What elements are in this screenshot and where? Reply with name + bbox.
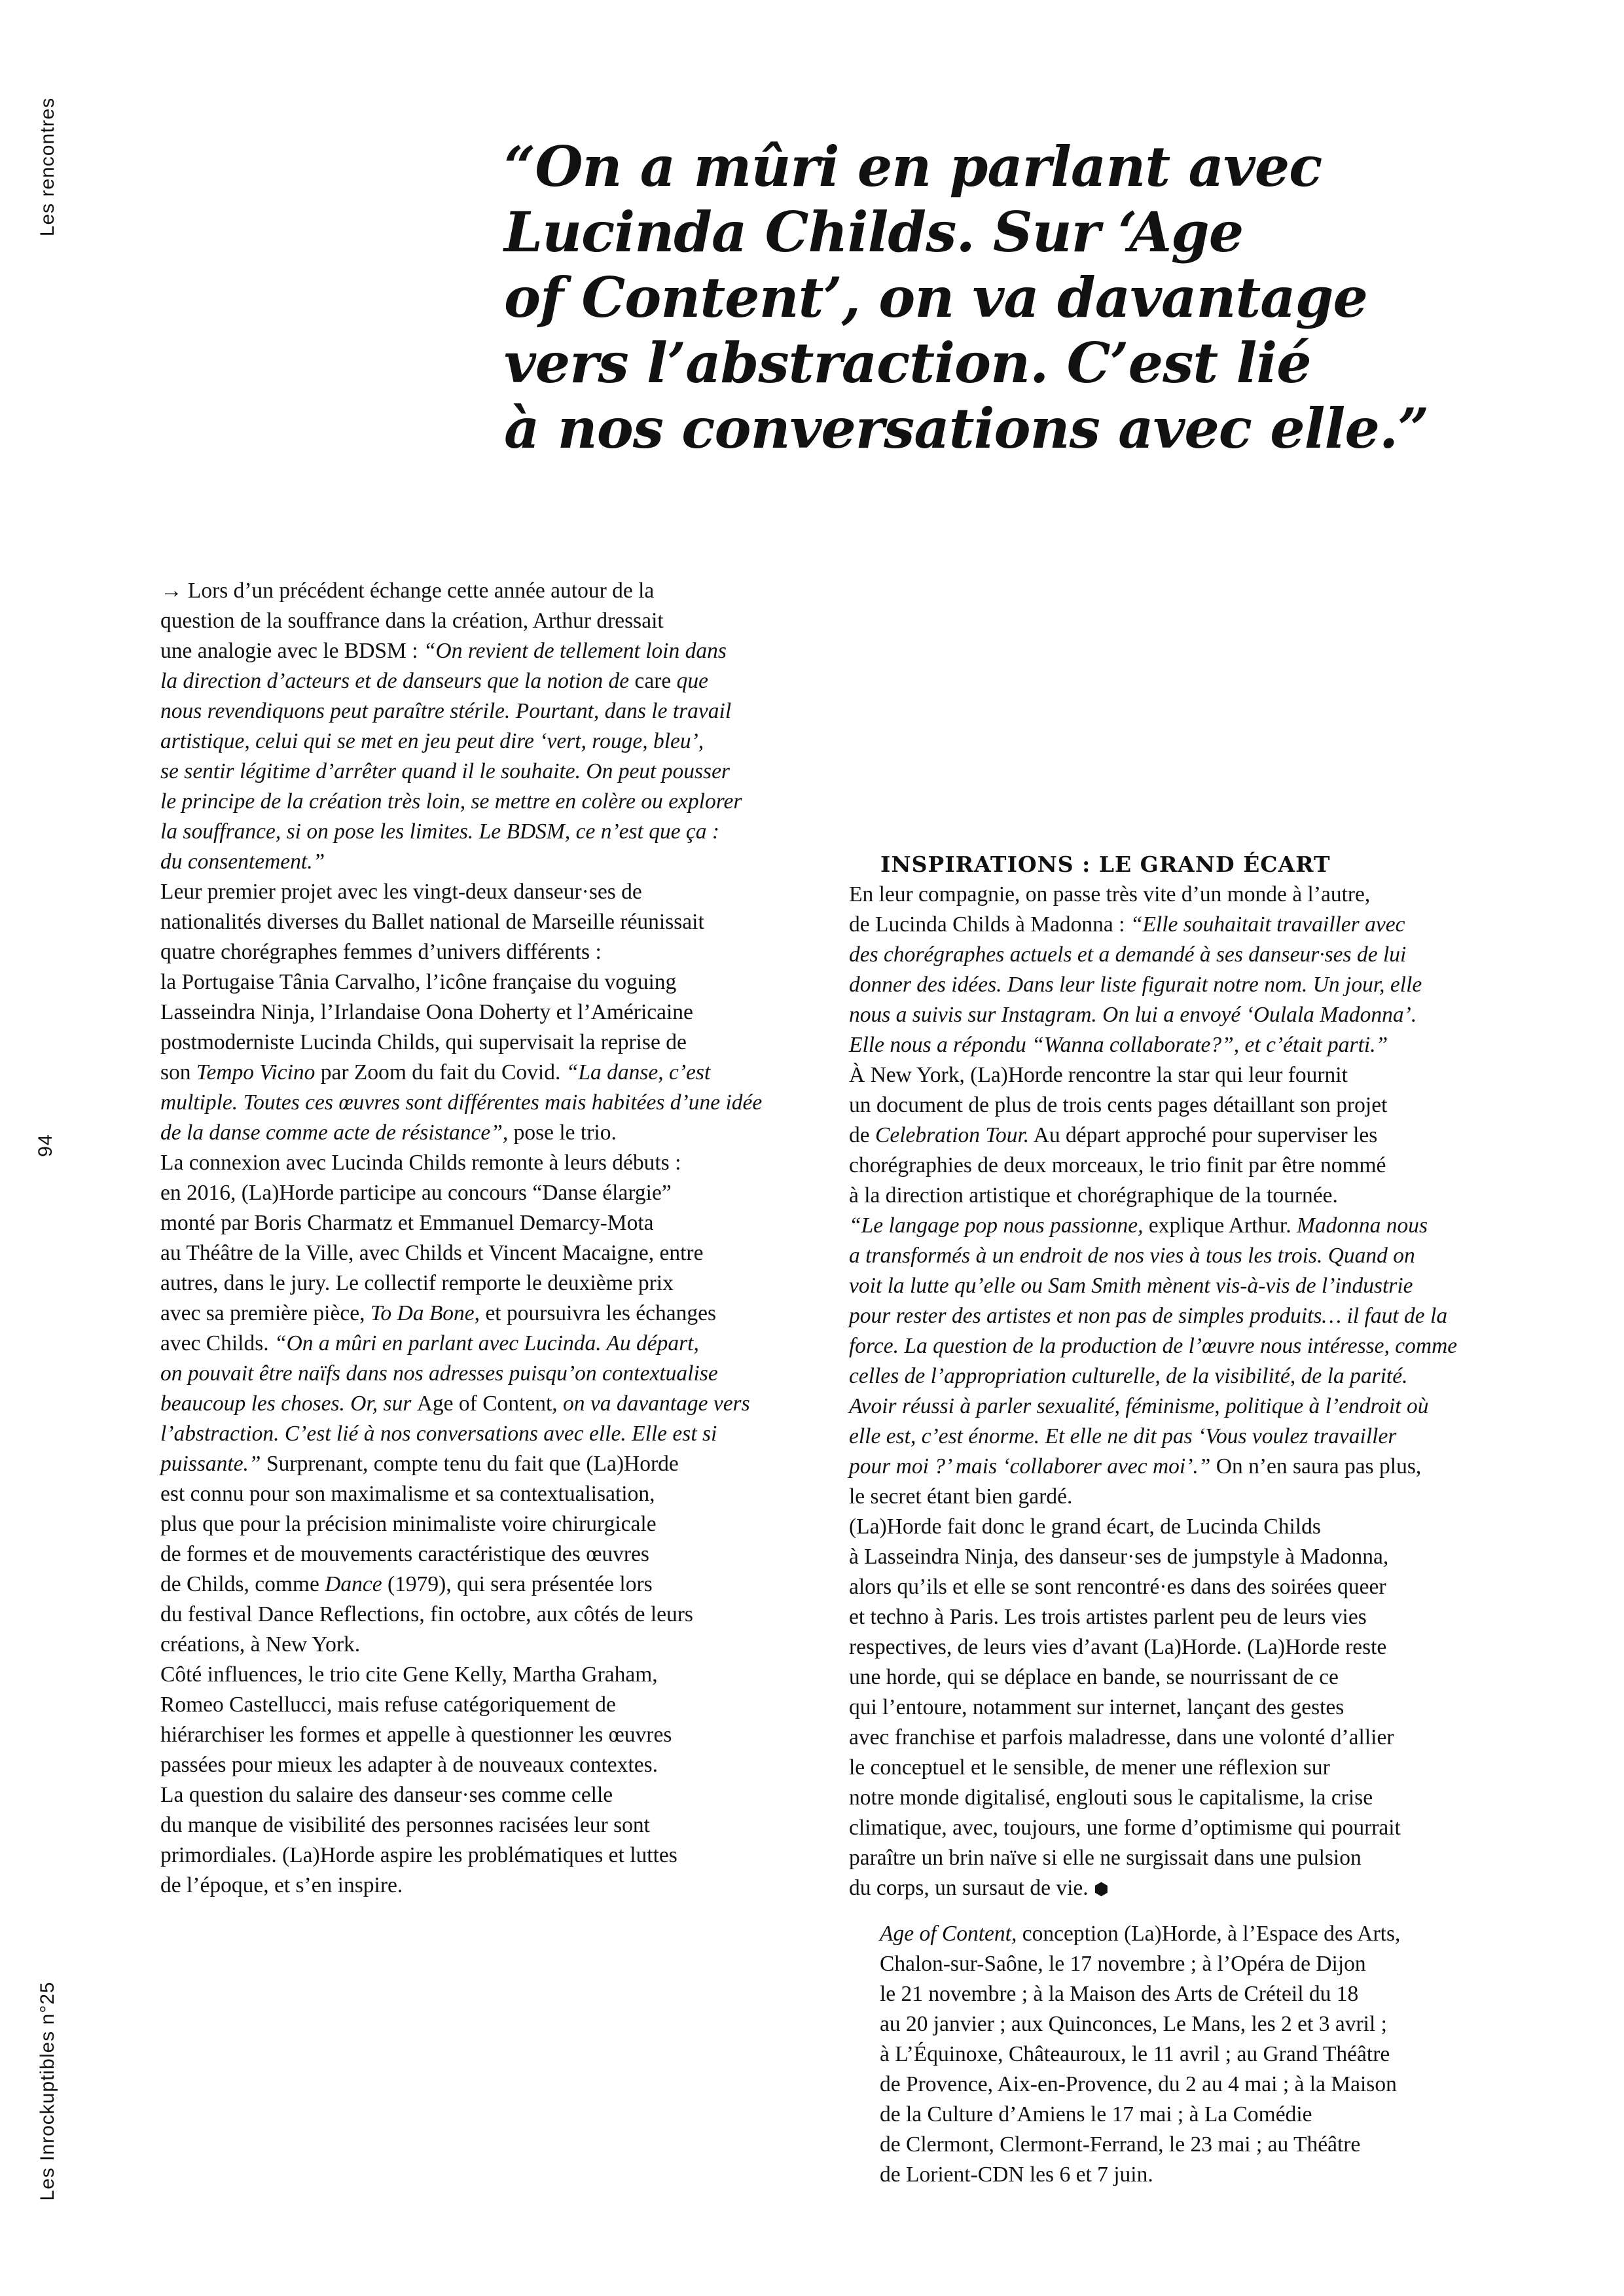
text-run: autres, dans le jury. Le collectif remporte le deuxième prix bbox=[160, 1271, 674, 1295]
italic-run: nous a suivis sur Instagram. On lui a envoyé ‘Oulala Madonna’. bbox=[849, 1003, 1417, 1027]
italic-run: puissante.” bbox=[160, 1452, 261, 1476]
article-line bbox=[849, 1151, 1504, 1181]
article-line bbox=[160, 1600, 815, 1630]
article-line bbox=[160, 1780, 815, 1810]
article-line bbox=[160, 907, 815, 937]
article-line bbox=[849, 1271, 1504, 1301]
performance-dates-box bbox=[880, 1919, 1534, 2190]
article-line bbox=[160, 1750, 815, 1780]
article-line bbox=[160, 967, 815, 997]
pull-quote-line: vers l’abstraction. C’est lié bbox=[504, 331, 1311, 395]
text-run: notre monde digitalisé, englouti sous le capitalisme, la crise bbox=[849, 1785, 1373, 1810]
text-run: Chalon-sur-Saône, le 17 novembre ; à l’Opéra de Dijon bbox=[880, 1952, 1366, 1976]
article-line bbox=[849, 1331, 1504, 1361]
text-run: postmoderniste Lucinda Childs, qui supervisait la reprise de bbox=[160, 1030, 687, 1054]
italic-run: , on va davantage vers bbox=[552, 1391, 750, 1416]
text-run: alors qu’ils et elle se sont rencontré·es dans des soirées queer bbox=[849, 1575, 1386, 1599]
article-line bbox=[160, 1660, 815, 1690]
text-run: de Lucinda Childs à Madonna : bbox=[849, 912, 1130, 937]
article-line bbox=[849, 1301, 1504, 1331]
article-line bbox=[849, 1181, 1504, 1211]
pull-quote-line: “On a mûri en parlant avec bbox=[504, 134, 1322, 199]
article-line bbox=[849, 970, 1504, 1000]
article-line bbox=[849, 1783, 1504, 1813]
article-line bbox=[849, 1121, 1504, 1151]
italic-run: pour moi ?’ mais ‘collaborer avec moi’.” bbox=[849, 1454, 1211, 1479]
text-run: question de la souffrance dans la création, Arthur dressait bbox=[160, 609, 664, 633]
article-line bbox=[160, 1178, 815, 1208]
pull-quote-line: of Content’, on va davantage bbox=[504, 265, 1367, 330]
article-line bbox=[849, 1632, 1504, 1662]
article-line bbox=[160, 1148, 815, 1178]
article-line bbox=[160, 817, 815, 847]
article-line bbox=[849, 1843, 1504, 1873]
text-run: son bbox=[160, 1060, 196, 1085]
text-run: du festival Dance Reflections, fin octobre, aux côtés de leurs bbox=[160, 1602, 693, 1626]
text-run: avec franchise et parfois maladresse, dans une volonté d’allier bbox=[849, 1725, 1394, 1749]
article-line bbox=[160, 1359, 815, 1389]
article-line bbox=[160, 997, 815, 1028]
italic-run: “On a mûri en parlant avec Lucinda. Au départ, bbox=[274, 1331, 699, 1355]
article-line bbox=[849, 880, 1504, 910]
italic-run: Tempo Vicino bbox=[196, 1060, 316, 1085]
text-run: nationalités diverses du Ballet national de Marseille réunissait bbox=[160, 910, 704, 934]
text-run: Romeo Castellucci, mais refuse catégoriquement de bbox=[160, 1693, 616, 1717]
text-run: du manque de visibilité des personnes racisées leur sont bbox=[160, 1813, 650, 1837]
italic-run: la direction d’acteurs et de danseurs que la notion de bbox=[160, 669, 635, 693]
italic-run: “La danse, c’est bbox=[566, 1060, 711, 1085]
italic-run: beaucoup les choses. Or, sur bbox=[160, 1391, 417, 1416]
italic-run: “On revient de tellement loin dans bbox=[423, 639, 727, 663]
article-line bbox=[160, 937, 815, 967]
text-run: de Provence, Aix-en-Provence, du 2 au 4 mai ; à la Maison bbox=[880, 2072, 1397, 2096]
text-run: Surprenant, compte tenu du fait que (La)Horde bbox=[261, 1452, 679, 1476]
article-line bbox=[849, 1693, 1504, 1723]
text-run: care bbox=[634, 669, 672, 693]
text-run: explique Arthur. bbox=[1143, 1213, 1297, 1238]
italic-run: “Elle souhaitait travailler avec bbox=[1130, 912, 1405, 937]
text-run: de Childs, comme bbox=[160, 1572, 325, 1596]
text-run: est connu pour son maximalisme et sa contextualisation, bbox=[160, 1482, 655, 1506]
text-run: de bbox=[849, 1123, 875, 1147]
article-line bbox=[849, 1723, 1504, 1753]
italic-run: elle est, c’est énorme. Et elle ne dit pas ‘Vous voulez travailler bbox=[849, 1424, 1397, 1448]
article-line bbox=[849, 910, 1504, 940]
text-run: de l’époque, et s’en inspire. bbox=[160, 1873, 403, 1897]
text-run: le 21 novembre ; à la Maison des Arts de Créteil du 18 bbox=[880, 1982, 1359, 2006]
article-line bbox=[160, 726, 815, 757]
article-line bbox=[849, 1662, 1504, 1693]
italic-run: Celebration Tour. bbox=[875, 1123, 1030, 1147]
text-run: hiérarchiser les formes et appelle à questionner les œuvres bbox=[160, 1723, 672, 1747]
text-run: de la Culture d’Amiens le 17 mai ; à La Comédie bbox=[880, 2102, 1312, 2126]
article-line bbox=[849, 1572, 1504, 1602]
text-run: à L’Équinoxe, Châteauroux, le 11 avril ; au Grand Théâtre bbox=[880, 2042, 1390, 2066]
text-run: conception (La)Horde, à l’Espace des Arts, bbox=[1017, 1922, 1401, 1946]
page-number: 94 bbox=[35, 1134, 56, 1157]
text-run: à la direction artistique et chorégraphique de la tournée. bbox=[849, 1183, 1338, 1208]
text-run: qui l’entoure, notamment sur internet, lançant des gestes bbox=[849, 1695, 1344, 1719]
dates-line bbox=[880, 2009, 1534, 2039]
text-run: plus que pour la précision minimaliste voire chirurgicale bbox=[160, 1512, 657, 1536]
text-run: créations, à New York. bbox=[160, 1632, 361, 1657]
text-run: au Théâtre de la Ville, avec Childs et Vincent Macaigne, entre bbox=[160, 1241, 704, 1265]
text-run: climatique, avec, toujours, une forme d’optimisme qui pourrait bbox=[849, 1816, 1401, 1840]
article-line bbox=[160, 1509, 815, 1539]
dates-line bbox=[880, 1919, 1534, 1949]
text-run: monté par Boris Charmatz et Emmanuel Demarcy-Mota bbox=[160, 1211, 654, 1235]
article-left-column bbox=[160, 576, 815, 1901]
article-line bbox=[849, 1241, 1504, 1271]
italic-run: Age of Content, bbox=[880, 1922, 1017, 1946]
article-line bbox=[160, 1871, 815, 1901]
article-line bbox=[160, 696, 815, 726]
italic-run: “Le langage pop nous passionne, bbox=[849, 1213, 1144, 1238]
article-line bbox=[160, 877, 815, 907]
italic-run: l’abstraction. C’est lié à nos conversations avec elle. Elle est si bbox=[160, 1422, 717, 1446]
article-line bbox=[160, 636, 815, 666]
text-run: passées pour mieux les adapter à de nouveaux contextes. bbox=[160, 1753, 658, 1777]
article-line bbox=[849, 1602, 1504, 1632]
pull-quote-line: à nos conversations avec elle.” bbox=[504, 396, 1429, 461]
text-run: la Portugaise Tânia Carvalho, l’icône française du voguing bbox=[160, 970, 677, 994]
text-run: Au départ approché pour superviser les bbox=[1029, 1123, 1378, 1147]
article-line bbox=[160, 1208, 815, 1238]
italic-run: force. La question de la production de l’œuvre nous intéresse, comme bbox=[849, 1334, 1458, 1358]
italic-run: des chorégraphes actuels et a demandé à ses danseur·ses de lui bbox=[849, 942, 1407, 967]
article-line bbox=[849, 1090, 1504, 1121]
dates-line bbox=[880, 2130, 1534, 2160]
article-line bbox=[160, 1329, 815, 1359]
text-run: de Clermont, Clermont-Ferrand, le 23 mai ; au Théâtre bbox=[880, 2132, 1361, 2157]
italic-run: du consentement.” bbox=[160, 850, 325, 874]
article-line bbox=[160, 606, 815, 636]
section-subheading: INSPIRATIONS : LE GRAND ÉCART bbox=[880, 852, 1331, 877]
article-line bbox=[160, 1419, 815, 1449]
text-run: (La)Horde fait donc le grand écart, de Lucinda Childs bbox=[849, 1515, 1321, 1539]
text-run: Age of Content bbox=[416, 1391, 552, 1416]
text-run: respectives, de leurs vies d’avant (La)Horde. (La)Horde reste bbox=[849, 1635, 1387, 1659]
text-run: le conceptuel et le sensible, de mener une réflexion sur bbox=[849, 1755, 1330, 1780]
dates-line bbox=[880, 1949, 1534, 1979]
article-line bbox=[160, 666, 815, 696]
text-run: → Lors d’un précédent échange cette année autour de la bbox=[160, 579, 655, 603]
italic-run: Elle nous a répondu “Wanna collaborate?”, et c’était parti.” bbox=[849, 1033, 1388, 1057]
article-line bbox=[160, 1570, 815, 1600]
text-run: Lasseindra Ninja, l’Irlandaise Oona Doherty et l’Américaine bbox=[160, 1000, 693, 1024]
text-run: En leur compagnie, on passe très vite d’un monde à l’autre, bbox=[849, 882, 1371, 906]
italic-run: pour rester des artistes et non pas de simples produits… il faut de la bbox=[849, 1304, 1448, 1328]
article-line bbox=[849, 1452, 1504, 1482]
article-line bbox=[849, 940, 1504, 970]
italic-run: se sentir légitime d’arrêter quand il le souhaite. On peut pousser bbox=[160, 759, 730, 783]
italic-run: que bbox=[671, 669, 708, 693]
italic-run: celles de l’appropriation culturelle, de la visibilité, de la parité. bbox=[849, 1364, 1408, 1388]
article-line bbox=[160, 1058, 815, 1088]
text-run: de formes et de mouvements caractéristique des œuvres bbox=[160, 1542, 649, 1566]
dates-line bbox=[880, 2070, 1534, 2100]
italic-run: Dance bbox=[325, 1572, 382, 1596]
italic-run: donner des idées. Dans leur liste figurait notre nom. Un jour, elle bbox=[849, 973, 1422, 997]
text-run: par Zoom du fait du Covid. bbox=[315, 1060, 566, 1085]
text-run: Leur premier projet avec les vingt-deux danseur·ses de bbox=[160, 880, 642, 904]
article-line bbox=[849, 1873, 1504, 1905]
text-run: à Lasseindra Ninja, des danseur·ses de jumpstyle à Madonna, bbox=[849, 1545, 1389, 1569]
magazine-issue-label: Les Inrockuptibles n°25 bbox=[37, 1981, 58, 2201]
text-run: On n’en saura pas plus, bbox=[1210, 1454, 1422, 1479]
article-line bbox=[160, 1690, 815, 1720]
italic-run: on pouvait être naïfs dans nos adresses puisqu’on contextualise bbox=[160, 1361, 718, 1386]
article-line bbox=[849, 1030, 1504, 1060]
italic-run: nous revendiquons peut paraître stérile. Pourtant, dans le travail bbox=[160, 699, 732, 723]
article-line bbox=[849, 1482, 1504, 1512]
text-run: du corps, un sursaut de vie. bbox=[849, 1876, 1094, 1900]
italic-run: voit la lutte qu’elle ou Sam Smith mènent vis-à-vis de l’industrie bbox=[849, 1274, 1413, 1298]
dates-line bbox=[880, 2160, 1534, 2190]
dates-line bbox=[880, 2039, 1534, 2070]
end-mark-icon: ⬢ bbox=[1094, 1880, 1109, 1899]
text-run: À New York, (La)Horde rencontre la star qui leur fournit bbox=[849, 1063, 1348, 1087]
text-run: La question du salaire des danseur·ses comme celle bbox=[160, 1783, 613, 1807]
article-line bbox=[160, 576, 815, 606]
article-line bbox=[849, 1361, 1504, 1391]
dates-line bbox=[880, 1979, 1534, 2009]
article-line bbox=[160, 847, 815, 877]
pull-quote-line: Lucinda Childs. Sur ‘Age bbox=[504, 200, 1244, 264]
article-line bbox=[849, 1422, 1504, 1452]
text-run: paraître un brin naïve si elle ne surgissait dans une pulsion bbox=[849, 1846, 1362, 1870]
article-line bbox=[160, 1118, 815, 1148]
article-line bbox=[160, 1630, 815, 1660]
text-run: au 20 janvier ; aux Quinconces, Le Mans, les 2 et 3 avril ; bbox=[880, 2012, 1387, 2036]
text-run: avec Childs. bbox=[160, 1331, 274, 1355]
article-line bbox=[849, 1542, 1504, 1572]
text-run: quatre chorégraphes femmes d’univers différents : bbox=[160, 940, 602, 964]
text-run: une analogie avec le BDSM : bbox=[160, 639, 424, 663]
text-run: une horde, qui se déplace en bande, se nourrissant de ce bbox=[849, 1665, 1339, 1689]
article-line bbox=[160, 1810, 815, 1840]
article-line bbox=[160, 1299, 815, 1329]
italic-run: la souffrance, si on pose les limites. Le BDSM, ce n’est que ça : bbox=[160, 819, 720, 844]
text-run: un document de plus de trois cents pages détaillant son projet bbox=[849, 1093, 1388, 1117]
article-line bbox=[160, 1449, 815, 1479]
article-line bbox=[160, 1539, 815, 1570]
italic-run: le principe de la création très loin, se mettre en colère ou explorer bbox=[160, 789, 742, 814]
article-line bbox=[849, 1000, 1504, 1030]
italic-run: Madonna nous bbox=[1296, 1213, 1428, 1238]
article-line bbox=[849, 1813, 1504, 1843]
article-line bbox=[160, 787, 815, 817]
article-line bbox=[849, 1060, 1504, 1090]
article-line bbox=[849, 1211, 1504, 1241]
article-line bbox=[849, 1753, 1504, 1783]
article-right-column bbox=[849, 850, 1504, 1905]
text-run: et techno à Paris. Les trois artistes parlent peu de leurs vies bbox=[849, 1605, 1367, 1629]
section-label: Les rencontres bbox=[37, 97, 58, 237]
text-run: de Lorient-CDN les 6 et 7 juin. bbox=[880, 2162, 1153, 2187]
article-line bbox=[160, 1028, 815, 1058]
italic-run: multiple. Toutes ces œuvres sont différentes mais habitées d’une idée bbox=[160, 1090, 763, 1115]
text-run: (1979), qui sera présentée lors bbox=[382, 1572, 653, 1596]
text-run: chorégraphies de deux morceaux, le trio finit par être nommé bbox=[849, 1153, 1386, 1177]
text-run: pose le trio. bbox=[508, 1121, 617, 1145]
text-run: avec sa première pièce, bbox=[160, 1301, 370, 1325]
article-line bbox=[160, 1840, 815, 1871]
dates-line bbox=[880, 2100, 1534, 2130]
text-run: Côté influences, le trio cite Gene Kelly, Martha Graham, bbox=[160, 1662, 658, 1687]
italic-run: artistique, celui qui se met en jeu peut dire ‘vert, rouge, bleu’, bbox=[160, 729, 704, 753]
italic-run: Avoir réussi à parler sexualité, féminisme, politique à l’endroit où bbox=[849, 1394, 1429, 1418]
article-line bbox=[849, 1391, 1504, 1422]
article-line bbox=[160, 757, 815, 787]
article-line bbox=[160, 1389, 815, 1419]
text-run: primordiales. (La)Horde aspire les problématiques et luttes bbox=[160, 1843, 677, 1867]
article-line bbox=[849, 1512, 1504, 1542]
pull-quote bbox=[504, 134, 1525, 461]
article-line bbox=[160, 1268, 815, 1299]
italic-run: de la danse comme acte de résistance”, bbox=[160, 1121, 509, 1145]
italic-run: To Da Bone, bbox=[370, 1301, 480, 1325]
article-line bbox=[160, 1238, 815, 1268]
text-run: et poursuivra les échanges bbox=[480, 1301, 716, 1325]
text-run: en 2016, (La)Horde participe au concours “Danse élargie” bbox=[160, 1181, 672, 1205]
italic-run: a transformés à un endroit de nos vies à tous les trois. Quand on bbox=[849, 1244, 1415, 1268]
text-run: La connexion avec Lucinda Childs remonte à leurs débuts : bbox=[160, 1151, 681, 1175]
article-line bbox=[160, 1479, 815, 1509]
article-line bbox=[160, 1720, 815, 1750]
article-line bbox=[160, 1088, 815, 1118]
text-run: le secret étant bien gardé. bbox=[849, 1484, 1073, 1509]
